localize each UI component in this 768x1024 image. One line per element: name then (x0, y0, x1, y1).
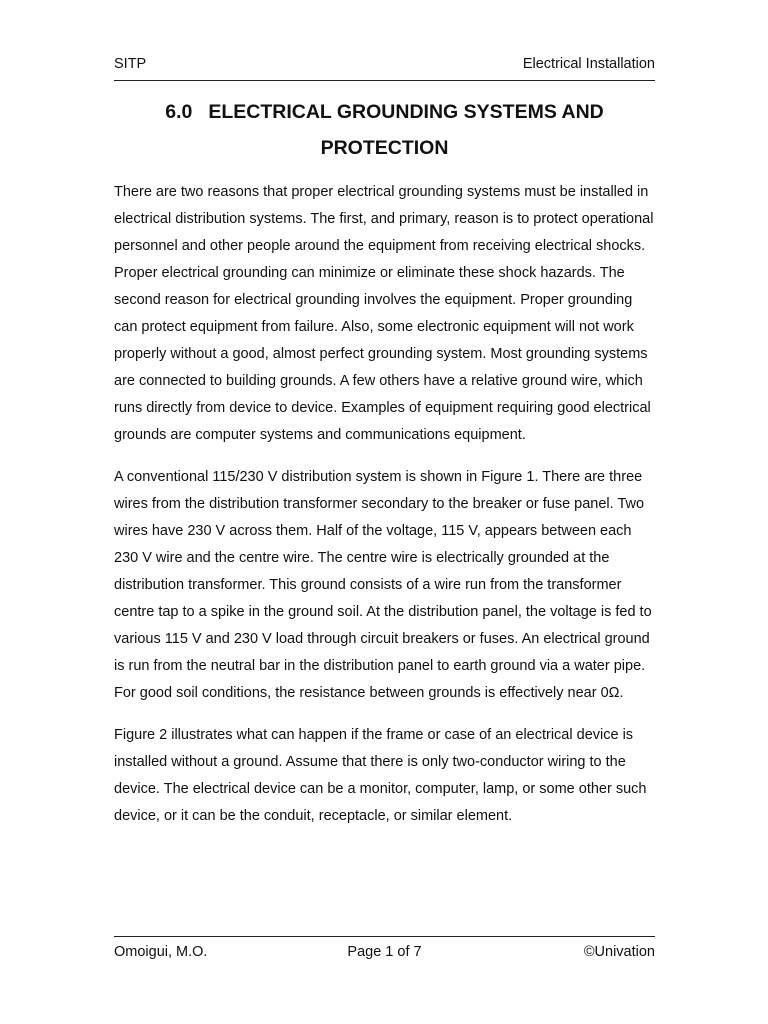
section-title-line-1 (114, 94, 655, 130)
header-left: SITP (114, 56, 147, 72)
section-title-text-2: PROTECTION (320, 137, 449, 159)
footer-divider (114, 936, 655, 937)
body-text (114, 179, 658, 845)
paragraph-1: There are two reasons that proper electrical grounding systems must be installed in electrical distribution systems. The first, and primary, reason is to protect operational personnel and other people around the equipment from receiving electrical shocks. Proper electrical grounding can minimize or eliminate these shock hazards. The second reason for electrical grounding involves the equipment. Proper grounding can protect equipment from failure. Also, some electronic equipment will not work properly without a good, almost perfect grounding system. Most grounding systems are connected to building grounds. A few others have a relative ground wire, which runs directly from device to device. Examples of equipment requiring good electrical grounds are computer systems and communications equipment. (114, 184, 654, 443)
section-title-text-1: ELECTRICAL GROUNDING SYSTEMS AND (208, 101, 604, 123)
page-footer (114, 942, 655, 962)
section-number: 6.0 (165, 101, 193, 123)
paragraph-3: Figure 2 illustrates what can happen if the frame or case of an electrical device is installed without a ground. Assume that there is only two-conductor wiring to the device. The electrical device can be a monitor, computer, lamp, or some other such device, or it can be the conduit, receptacle, or similar element. (114, 727, 647, 824)
header-divider (114, 80, 655, 81)
paragraph-2: A conventional 115/230 V distribution system is shown in Figure 1. There are three wires from the distribution transformer secondary to the breaker or fuse panel. Two wires have 230 V across them. Half of the voltage, 115 V, appears between each 230 V wire and the centre wire. The centre wire is electrically grounded at the distribution transformer. This ground consists of a wire run from the transformer centre tap to a spike in the ground soil. At the distribution panel, the voltage is fed to various 115 V and 230 V load through circuit breakers or fuses. An electrical ground is run from the neutral bar in the distribution panel to earth ground via a water pipe. For good soil conditions, the resistance between grounds is effectively near 0Ω. (114, 469, 652, 701)
footer-author: Omoigui, M.O. (114, 944, 208, 960)
header-right: Electrical Installation (522, 56, 655, 72)
page-header (114, 54, 655, 74)
page-number: Page 1 of 7 (347, 944, 422, 960)
section-title (114, 94, 655, 166)
footer-copyright: ©Univation (583, 944, 655, 960)
